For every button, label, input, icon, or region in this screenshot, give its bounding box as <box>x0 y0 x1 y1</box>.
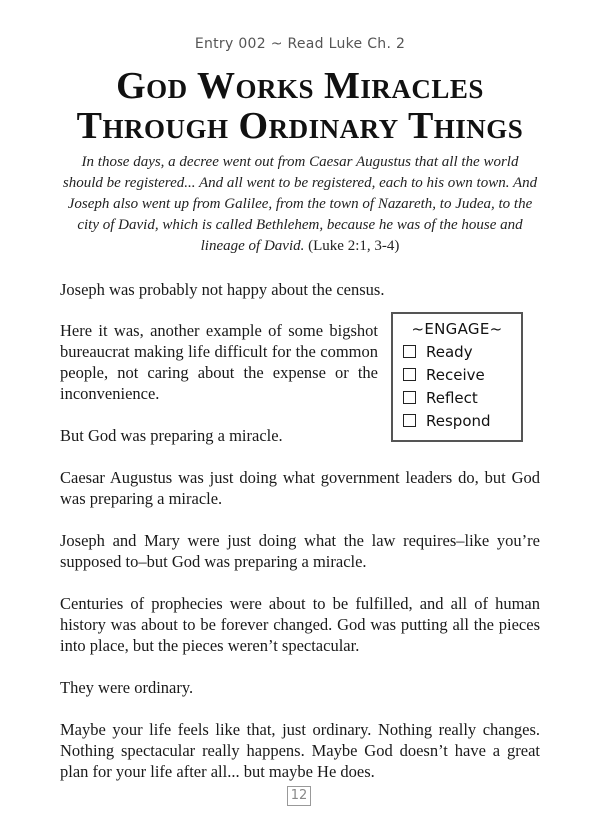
entry-header: Entry 002 ~ Read Luke Ch. 2 <box>194 36 406 52</box>
page-number: 12 <box>287 786 311 806</box>
respond-checkbox[interactable] <box>403 414 416 427</box>
engage-title: ~ENGAGE~ <box>411 320 503 338</box>
paragraph-6: Centuries of prophecies were about to be fulfilled, and all of human history was about to be forever changed. God was putting all the pieces into place, but the pieces weren’t spectacular. <box>60 594 540 655</box>
engage-item-reflect[interactable] <box>403 386 521 409</box>
engage-item-label: Reflect <box>426 388 478 407</box>
title-line-1: God Works Miracles <box>116 65 484 107</box>
scripture-verse: In those days, a decree went out from Caesar Augustus that all the world should be registered... And all went to be registered, each to his own town. And Joseph also went up from Galilee, from the town of Nazareth, to Judea, to the city of David, which is called Bethlehem, because he was of the house and lineage of David. <box>62 154 538 254</box>
paragraph-7: They were ordinary. <box>60 678 194 697</box>
engage-box <box>391 312 523 442</box>
title-line-2: Through Ordinary Things <box>76 105 524 147</box>
engage-item-label: Ready <box>426 342 473 361</box>
ready-checkbox[interactable] <box>403 345 416 358</box>
paragraph-1: Joseph was probably not happy about the census. <box>60 280 385 299</box>
page-title <box>0 66 600 146</box>
engage-item-label: Receive <box>426 365 485 384</box>
paragraph-3: But God was preparing a miracle. <box>60 426 283 445</box>
scripture-quote <box>60 152 540 257</box>
paragraph-4: Caesar Augustus was just doing what government leaders do, but God was preparing a miracle. <box>60 468 540 508</box>
engage-item-receive[interactable] <box>403 363 521 386</box>
engage-item-label: Respond <box>426 411 491 430</box>
scripture-reference: (Luke 2:1, 3-4) <box>308 238 400 254</box>
receive-checkbox[interactable] <box>403 368 416 381</box>
paragraph-5: Joseph and Mary were just doing what the law requires–like you’re supposed to–but God was preparing a miracle. <box>60 531 540 571</box>
engage-item-respond[interactable] <box>403 409 521 432</box>
paragraph-8: Maybe your life feels like that, just ordinary. Nothing really changes. Nothing spectacular really happens. Maybe God doesn’t have a great plan for your life after all... but maybe He does. <box>60 720 540 781</box>
reflect-checkbox[interactable] <box>403 391 416 404</box>
paragraph-2: Here it was, another example of some bigshot bureaucrat making life difficult for the common people, not caring about the expense or the inconvenience. <box>60 321 378 403</box>
engage-item-ready[interactable] <box>403 340 521 363</box>
